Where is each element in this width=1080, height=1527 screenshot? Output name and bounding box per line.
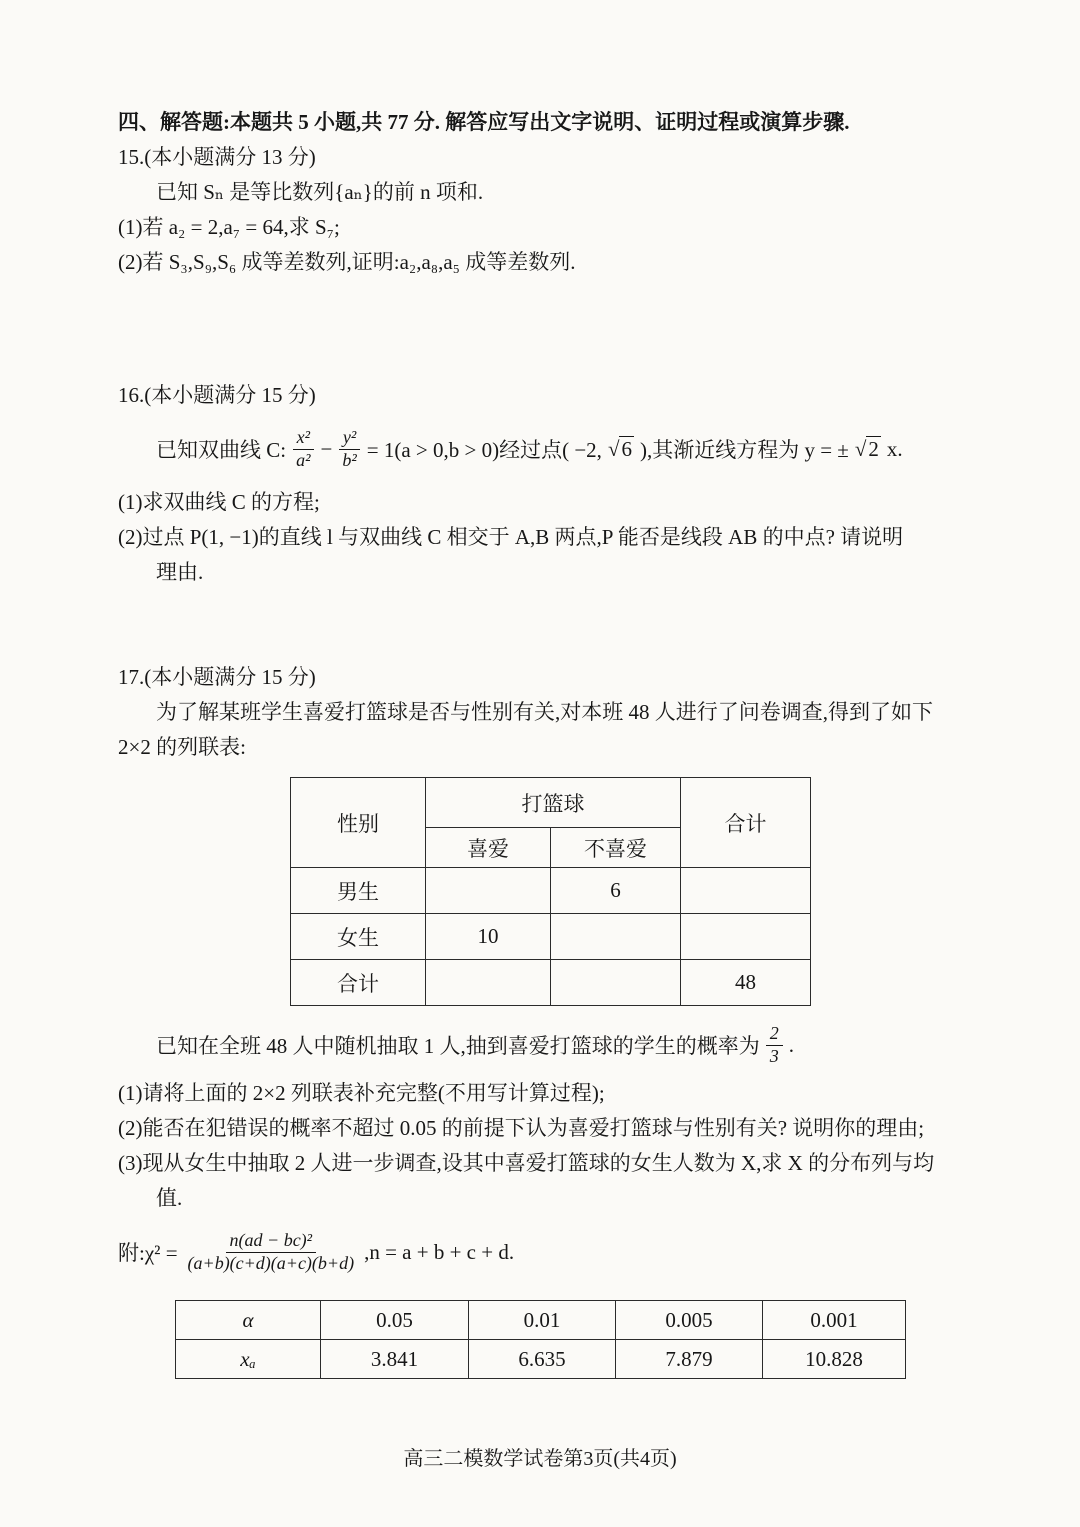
table1-row-label: 男生 xyxy=(291,868,426,914)
q16-part1: (1)求双曲线 C 的方程; xyxy=(118,490,320,514)
table-row xyxy=(176,1340,906,1379)
table2-cell: 0.001 xyxy=(763,1301,906,1340)
q16-part2-line2: 理由. xyxy=(156,560,204,584)
q16-part2-line1: (2)过点 P(1, −1)的直线 l 与双曲线 C 相交于 A,B 两点,P 能否是线段 AB 的中点? 请说明 xyxy=(118,525,904,549)
fraction-numerator: x² xyxy=(293,427,314,450)
table-row xyxy=(291,778,811,828)
table1-cell xyxy=(551,914,681,960)
table2-cell: 0.005 xyxy=(616,1301,763,1340)
critical-value-table xyxy=(175,1300,906,1379)
table-row xyxy=(176,1301,906,1340)
table1-cell: 48 xyxy=(681,960,811,1006)
q17-intro-line2: 2×2 的列联表: xyxy=(118,735,246,759)
table2-cell: 10.828 xyxy=(763,1340,906,1379)
table2-cell: 0.01 xyxy=(469,1301,616,1340)
contingency-table xyxy=(290,777,811,1006)
radicand: 2 xyxy=(868,436,879,461)
table1-cell xyxy=(551,960,681,1006)
minus-sign: − xyxy=(320,436,333,461)
table-row xyxy=(291,868,811,914)
table1-cell xyxy=(426,960,551,1006)
table2-cell: 3.841 xyxy=(321,1340,469,1379)
q15-part2: (2)若 S₃,S₉,S₆ 成等差数列,证明:a₂,a₈,a₅ 成等差数列. xyxy=(118,250,576,274)
table1-header-gender: 性别 xyxy=(291,778,426,868)
section-heading: 四、解答题:本题共 5 小题,共 77 分. 解答应写出文字说明、证明过程或演算步骤. xyxy=(118,110,850,134)
table1-header-basketball: 打篮球 xyxy=(426,778,681,828)
formula-suffix: ,n = a + b + c + d. xyxy=(364,1239,515,1264)
q17-prob-prefix: 已知在全班 48 人中随机抽取 1 人,抽到喜爱打篮球的学生的概率为 xyxy=(156,1034,760,1058)
fraction-x2-a2 xyxy=(292,427,314,471)
q16-intro-suffix: x. xyxy=(886,436,903,461)
table1-cell xyxy=(681,914,811,960)
fraction-numerator: n(ad − bc)² xyxy=(226,1230,317,1253)
table1-header-total: 合计 xyxy=(681,778,811,868)
chi-square-formula xyxy=(118,1216,1000,1288)
table-row xyxy=(291,960,811,1006)
q15-intro: 已知 Sₙ 是等比数列{aₙ}的前 n 项和. xyxy=(156,180,484,204)
table1-header-like: 喜爱 xyxy=(426,828,551,868)
q17-intro-line1: 为了解某班学生喜爱打篮球是否与性别有关,对本班 48 人进行了问卷调查,得到了如下 xyxy=(156,700,933,724)
sqrt-2 xyxy=(855,437,881,462)
q17-title: 17.(本小题满分 15 分) xyxy=(118,665,316,689)
q16-intro-mid2: ),其渐近线方程为 y = ± xyxy=(639,438,849,462)
sqrt-6 xyxy=(608,437,634,462)
q17-part2: (2)能否在犯错误的概率不超过 0.05 的前提下认为喜爱打篮球与性别有关? 说明你的理由; xyxy=(118,1116,925,1140)
table2-cell: 0.05 xyxy=(321,1301,469,1340)
q16-intro-formula xyxy=(118,413,1000,485)
q17-prob-suffix: . xyxy=(788,1032,794,1057)
fraction-numerator: 2 xyxy=(766,1023,783,1046)
radical-sign: √ xyxy=(854,436,867,461)
fraction-denominator: a² xyxy=(296,449,311,470)
fraction-y2-b2 xyxy=(338,427,360,471)
table1-cell xyxy=(426,868,551,914)
table1-header-dislike: 不喜爱 xyxy=(551,828,681,868)
q16-intro-mid: = 1(a > 0,b > 0)经过点( −2, xyxy=(366,438,602,462)
q17-part1: (1)请将上面的 2×2 列联表补充完整(不用写计算过程); xyxy=(118,1081,605,1105)
table1-cell: 6 xyxy=(551,868,681,914)
fraction-denominator: b² xyxy=(342,449,357,470)
fraction-numerator: y² xyxy=(339,427,360,450)
page-footer: 高三二模数学试卷第3页(共4页) xyxy=(403,1448,677,1470)
q15-title: 15.(本小题满分 13 分) xyxy=(118,145,316,169)
radicand: 6 xyxy=(621,436,632,461)
q15-part1: (1)若 a₂ = 2,a₇ = 64,求 S₇; xyxy=(118,215,340,239)
table2-cell: 7.879 xyxy=(616,1340,763,1379)
table1-row-label: 女生 xyxy=(291,914,426,960)
table2-xalpha-label: xₐ xyxy=(176,1340,321,1379)
q17-probability-line xyxy=(118,1014,1000,1076)
q16-intro-prefix: 已知双曲线 C: xyxy=(156,438,287,462)
table1-row-label: 合计 xyxy=(291,960,426,1006)
q17-part3-line1: (3)现从女生中抽取 2 人进一步调查,设其中喜爱打篮球的女生人数为 X,求 X 的分布列与均 xyxy=(118,1151,935,1175)
table-row xyxy=(291,914,811,960)
table1-cell xyxy=(681,868,811,914)
fraction-two-thirds xyxy=(766,1023,783,1067)
radical-sign: √ xyxy=(607,436,620,461)
table2-cell: 6.635 xyxy=(469,1340,616,1379)
chi-square-fraction xyxy=(184,1230,359,1274)
q16-title: 16.(本小题满分 15 分) xyxy=(118,383,316,407)
q17-part3-line2: 值. xyxy=(156,1186,183,1210)
table1-cell: 10 xyxy=(426,914,551,960)
formula-prefix: 附:χ² = xyxy=(118,1241,178,1265)
fraction-denominator: 3 xyxy=(769,1045,779,1066)
fraction-denominator: (a+b)(c+d)(a+c)(b+d) xyxy=(187,1252,355,1273)
table2-alpha-label: α xyxy=(176,1301,321,1340)
